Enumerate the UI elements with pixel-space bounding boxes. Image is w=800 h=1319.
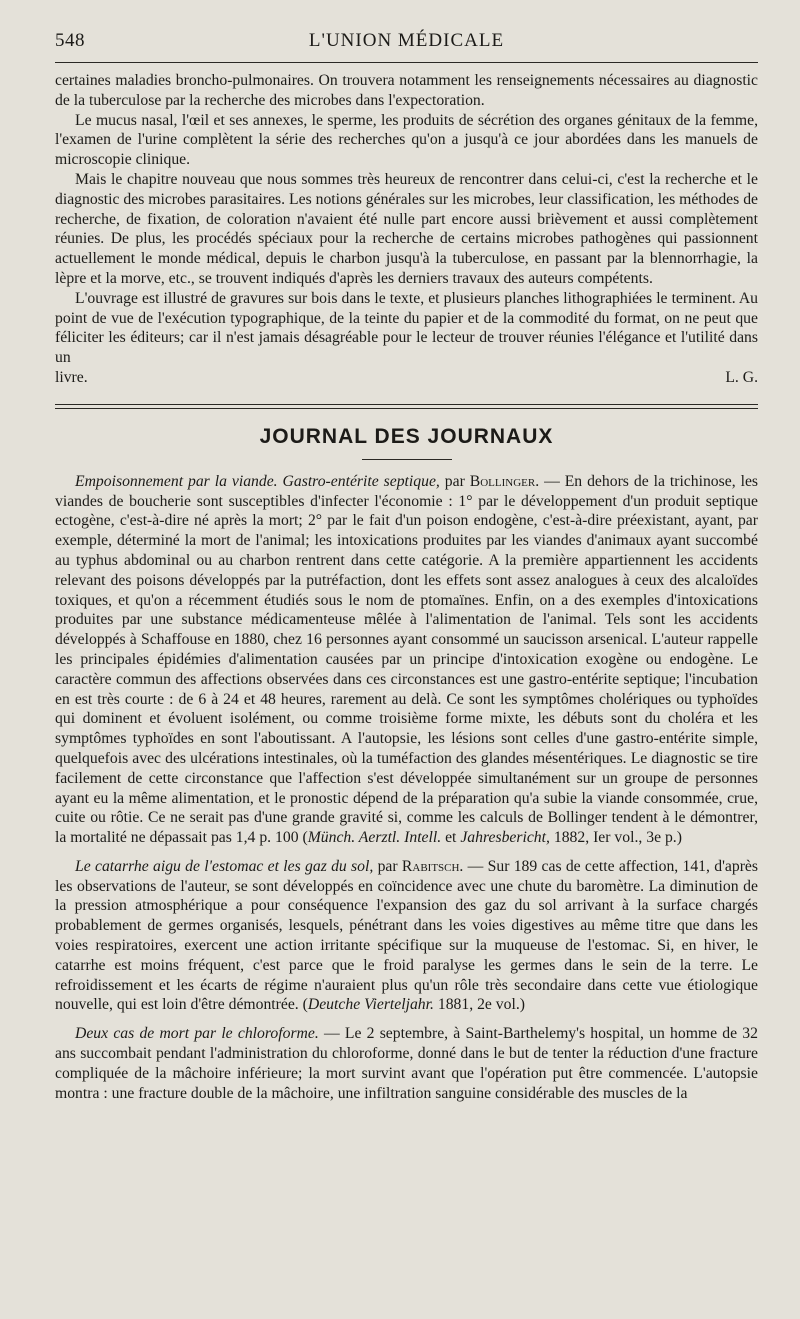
header-rule	[55, 62, 758, 63]
article-tail: 1881, 2e vol.)	[433, 996, 525, 1014]
article-title: Le catarrhe aigu de l'estomac et les gaz du sol,	[75, 857, 374, 875]
article-by: par	[439, 472, 470, 490]
section-title: JOURNAL DES JOURNAUX	[259, 424, 554, 448]
review-paragraph: L'ouvrage est illustré de gravures sur bois dans le texte, et plusieurs planches lithographiées le terminent. Au point de vue de l'exécution typographique, de la teinte du papier et de la commodité du format, on ne peut que féliciter les éditeurs; car il n'est jamais désagréable pour le lecteur de trouver réunies l'élégance et l'utilité dans un	[55, 289, 758, 367]
article-source: Münch. Aerztl. Intell.	[307, 829, 442, 847]
article-title: Deux cas de mort par le chloroforme.	[75, 1025, 319, 1043]
review-last-word: livre.	[55, 368, 88, 386]
review-closing-line	[55, 368, 758, 388]
review-signature: L. G.	[725, 368, 758, 386]
section-double-rule	[55, 404, 758, 409]
article-body: — En dehors de la trichinose, les viandes de boucherie sont susceptibles d'infecter l'économie : 1° par le développement d'un produit septique ectogène, c'est-à-dire né après la mort; 2° par le fait d'un poison endogène, c'est-à-dire préexistant, ayant, par exemple, déterminé la mort de l'animal; les intoxications produites par les viandes d'animaux ayant succombé au typhus abdominal ou au charbon rentrent dans cette catégorie. A la première appartiennent les accidents relevant des poisons développés par la putréfaction, dont les effets sont assez analogues à ceux des alcaloïdes toxiques, et qu'on a récemment étudiés sous le nom de ptomaïnes. Enfin, on a des exemples d'intoxications produites par une substance médicamenteuse mêlée à l'alimentation de l'animal. Tels sont les accidents développés à Schaffouse en 1880, chez 16 personnes ayant consommé un saucisson arsenical. L'auteur rappelle les principales épidémies d'alimentation causées par un principe d'intoxication exogène ou endogène. Le caractère commun des affections observées dans ces circonstances est une gastro-entérite septique; l'incubation en est très courte : de 6 à 24 et 48 heures, rarement au delà. Ce sont les symptômes cholériques ou typhoïdes qui dominent et évoluent isolément, ou comme troisième forme mixte, les débuts sont du choléra et les symptômes typhoïdes en sont l'aboutissant. A l'autopsie, les lésions sont celles d'une gastro-entérite simple, quelquefois avec des ulcérations intestinales, où la tuméfaction des glandes mésentériques. Le diagnostic se tire facilement de cette circonstance que l'affection s'est développée simultanément sur un groupe de personnes ayant eu la même alimentation, et le pronostic dépend de la préparation qu'a subie la viande consommée, crue, cuite ou rôtie. Ce ne serait pas d'une grande gravité si, comme les calculs de Bollinger tendent à le démontrer, la mortalité ne dépassait pas 1,4 p. 100 (	[55, 472, 759, 847]
article-body: — Sur 189 cas de cette affection, 141, d'après les observations de l'auteur, se sont développés en coïncidence avec une chute du baromètre. La diminution de la pression atmosphérique a pour conséquence l'expansion des gaz du sol arrivant à la surface chargés probablement de germes organisés, lesquels, pénétrant dans les voies digestives au même titre que dans les voies respiratoires, exercent une action irritante spécifique sur la muqueuse de l'estomac. Si, en hiver, le catarrhe est moins fréquent, c'est parce que le froid paralyse les germes dans le sein de la terre. Le refroidissement et les écarts de régime n'auraient plus qu'un rôle très secondaire dans cette vue étiologique nouvelle, qui est loin d'être démontrée. (	[55, 857, 759, 1014]
article-by: par	[373, 857, 402, 875]
article-empoisonnement	[55, 472, 758, 848]
article-title: Empoisonnement par la viande. Gastro-entérite septique,	[75, 472, 440, 490]
article-tail: 1882, Ier vol., 3e p.)	[549, 829, 682, 847]
journal-title: L'UNION MÉDICALE	[308, 30, 505, 51]
article-source: Jahresbericht,	[460, 829, 550, 847]
article-author: Rabitsch.	[401, 857, 464, 875]
article-source-join: et	[441, 829, 461, 847]
page-number: 548	[55, 30, 85, 51]
article-chloroforme	[55, 1024, 758, 1103]
running-head	[55, 26, 758, 56]
article-author: Bollinger.	[469, 472, 540, 490]
article-source: Deutche Vierteljahr.	[307, 996, 434, 1014]
review-paragraph: Mais le chapitre nouveau que nous sommes très heureux de rencontrer dans celui-ci, c'est la recherche et le diagnostic des microbes parasitaires. Les notions générales sur les microbes, leur classification, les méthodes de recherche, de fixation, de coloration n'avaient été nulle part encore aussi brièvement et aussi complètement réunies. De plus, les procédés spéciaux pour la recherche de certains microbes pathogènes qui passionnent actuellement le monde médical, depuis le charbon jusqu'à la tuberculose, en passant par la blennorrhagie, la lèpre et la morve, etc., se trouvent indiqués d'après les derniers travaux des auteurs compétents.	[55, 170, 758, 287]
review-continuation	[55, 71, 758, 388]
review-paragraph: Le mucus nasal, l'œil et ses annexes, le sperme, les produits de sécrétion des organes génitaux de la femme, l'examen de l'urine complètent la série des recherches qu'on a jusqu'à ce jour abordées dans les manuels de microscopie clinique.	[55, 111, 758, 169]
review-paragraph: certaines maladies broncho-pulmonaires. On trouvera notamment les renseignements nécessaires au diagnostic de la tuberculose par la recherche des microbes dans l'expectoration.	[55, 72, 758, 109]
article-body: — Le 2 septembre, à Saint-Barthelemy's hospital, un homme de 32 ans succombait pendant l'administration du chloroforme, donné dans le but de tenter la réduction d'une fracture compliquée de la mâchoire inférieure; la mort survint avant que l'opération put être commencée. L'autopsie montra : une fracture double de la mâchoire, une infiltration sanguine considérable des muscles de la	[55, 1025, 758, 1102]
section-short-rule	[362, 459, 452, 460]
article-catarrhe	[55, 857, 758, 1015]
